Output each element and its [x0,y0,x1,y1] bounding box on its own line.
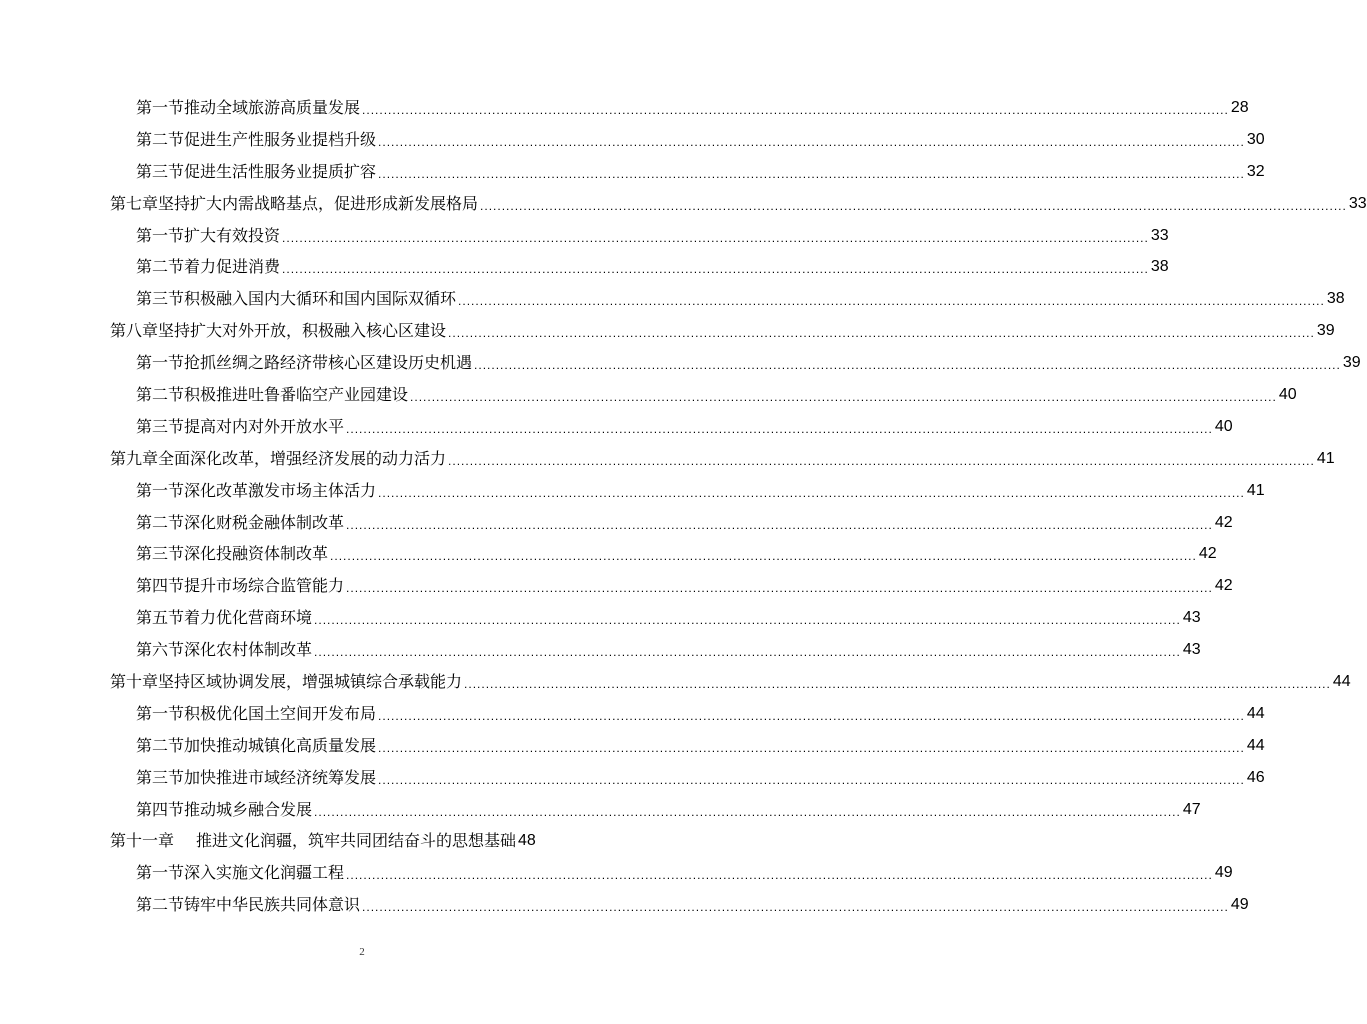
toc-section-entry[interactable] [0,475,1265,507]
toc-entry-number: 第四节 [136,799,185,819]
toc-section-entry[interactable] [0,251,1169,283]
toc-entry-title: 深化投融资体制改革 [184,544,329,564]
toc-entry-number: 第三节 [136,289,185,309]
toc-entry-line [136,156,1265,188]
toc-dot-leader: ........................................................................................................................................................................................................ [346,517,1213,532]
toc-dot-leader: ........................................................................................................................................................................................................ [346,581,1213,596]
toc-entry-number: 第二节 [136,257,185,277]
toc-entry-page: 33 [1348,194,1367,212]
toc-entry-title: 抢抓丝绸之路经济带核心区建设历史机遇 [184,353,473,373]
toc-entry-title: 坚持区域协调发展，增强城镇综合承载能力 [158,671,463,691]
toc-entry-title: 推动城乡融合发展 [184,799,313,819]
toc-entry-line [136,857,1233,889]
toc-dot-leader: ........................................................................................................................................................................................................ [448,453,1315,468]
toc-entry-page: 33 [1150,226,1169,244]
toc-dot-leader: ........................................................................................................................................................................................................ [474,358,1341,373]
toc-entry-page: 38 [1326,290,1345,308]
toc-section-entry[interactable] [0,92,1249,124]
toc-entry-title: 坚持扩大对外开放，积极融入核心区建设 [158,321,447,341]
table-of-contents [0,92,1367,921]
toc-section-entry[interactable] [0,124,1265,156]
toc-section-entry[interactable] [0,156,1265,188]
toc-entry-number: 第十章 [110,671,159,691]
toc-dot-leader: ........................................................................................................................................................................................................ [458,294,1325,309]
toc-section-entry[interactable] [0,762,1265,794]
toc-entry-title: 促进生产性服务业提档升级 [184,129,377,149]
toc-dot-leader: ........................................................................................................................................................................................................ [362,900,1229,915]
toc-entry-title: 加快推动城镇化高质量发展 [184,735,377,755]
toc-dot-leader: ........................................................................................................................................................................................................ [282,230,1149,245]
toc-entry-line [136,698,1265,730]
toc-entry-title: 推动全域旅游高质量发展 [184,97,361,117]
toc-dot-leader: ........................................................................................................................................................................................................ [314,804,1181,819]
toc-entry-line [136,570,1233,602]
toc-entry-number: 第九章 [110,448,159,468]
toc-entry-line [136,538,1217,570]
toc-entry-number: 第三节 [136,416,185,436]
toc-entry-title: 着力优化营商环境 [184,608,313,628]
toc-entry-line [136,602,1201,634]
toc-entry-page: 41 [1316,449,1335,467]
toc-entry-page: 42 [1198,545,1217,563]
toc-entry-page: 28 [1230,98,1249,116]
toc-entry-number: 第五节 [136,608,185,628]
toc-entry-line [110,666,1351,698]
toc-section-entry[interactable] [0,379,1297,411]
toc-entry-page: 39 [1342,354,1361,372]
toc-chapter-entry[interactable] [0,666,1351,698]
toc-entry-page: 41 [1246,481,1265,499]
toc-section-entry[interactable] [0,347,1361,379]
toc-entry-number: 第四节 [136,576,185,596]
toc-section-entry[interactable] [0,570,1233,602]
toc-entry-page: 44 [1246,736,1265,754]
toc-entry-title: 扩大有效投资 [184,225,281,245]
toc-entry-title: 全面深化改革，增强经济发展的动力活力 [158,448,447,468]
toc-section-entry[interactable] [0,283,1345,315]
toc-entry-title: 深化财税金融体制改革 [184,512,345,532]
toc-section-entry[interactable] [0,602,1201,634]
toc-entry-title: 深化改革激发市场主体活力 [184,480,377,500]
toc-dot-leader: ........................................................................................................................................................................................................ [378,772,1245,787]
toc-dot-leader: ........................................................................................................................................................................................................ [464,676,1331,691]
toc-section-entry[interactable] [0,538,1217,570]
toc-entry-page: 43 [1182,641,1201,659]
toc-entry-title: 坚持扩大内需战略基点，促进形成新发展格局 [158,193,479,213]
toc-entry-page: 47 [1182,800,1201,818]
toc-dot-leader: ........................................................................................................................................................................................................ [378,485,1245,500]
toc-chapter-entry[interactable] [0,443,1335,475]
toc-entry-number: 第三节 [136,767,185,787]
toc-entry-page: 40 [1214,417,1233,435]
toc-dot-leader: ........................................................................................................................................................................................................ [378,740,1245,755]
toc-entry-number: 第二节 [136,895,185,915]
toc-entry-line [136,634,1201,666]
toc-dot-leader: ........................................................................................................................................................................................................ [346,868,1213,883]
toc-entry-page: 48 [518,832,536,850]
toc-entry-number: 第六节 [136,640,185,660]
toc-dot-leader: ........................................................................................................................................................................................................ [480,198,1347,213]
toc-entry-page: 40 [1278,385,1297,403]
toc-entry-number: 第一节 [136,97,185,117]
toc-entry-line [136,507,1233,539]
page-number: 2 [359,946,365,958]
toc-entry-line [136,283,1345,315]
toc-entry-number: 第八章 [110,321,159,341]
toc-entry-number: 第一节 [136,353,185,373]
toc-entry-page: 46 [1246,768,1265,786]
toc-entry-page: 49 [1230,896,1249,914]
toc-dot-leader: ........................................................................................................................................................................................................ [282,262,1149,277]
toc-entry-line [136,730,1265,762]
toc-entry-number: 第二节 [136,512,185,532]
toc-entry-title: 提升市场综合监管能力 [184,576,345,596]
toc-dot-leader: ........................................................................................................................................................................................................ [346,421,1213,436]
toc-section-entry[interactable] [0,411,1233,443]
toc-section-entry[interactable] [0,730,1265,762]
toc-entry-title: 铸牢中华民族共同体意识 [184,895,361,915]
toc-entry-number: 第七章 [110,193,159,213]
toc-entry-line [136,475,1265,507]
toc-entry-line [110,443,1335,475]
toc-entry-line [136,794,1201,826]
toc-entry-line [136,92,1249,124]
toc-entry-page: 30 [1246,130,1265,148]
toc-section-entry[interactable] [0,507,1233,539]
toc-dot-leader: ........................................................................................................................................................................................................ [362,102,1229,117]
toc-dot-leader: ........................................................................................................................................................................................................ [448,326,1315,341]
toc-entry-line [110,188,1367,220]
toc-entry-page: 43 [1182,609,1201,627]
toc-dot-leader: ........................................................................................................................................................................................................ [330,549,1197,564]
toc-entry-title: 深化农村体制改革 [184,640,313,660]
toc-section-entry[interactable] [0,794,1201,826]
toc-entry-title: 加快推进市域经济统筹发展 [184,767,377,787]
toc-entry-number: 第二节 [136,735,185,755]
toc-entry-title: 深入实施文化润疆工程 [184,863,345,883]
toc-entry-line [136,220,1169,252]
toc-entry-page: 44 [1332,672,1351,690]
toc-entry-number: 第三节 [136,544,185,564]
toc-entry-page: 39 [1316,322,1335,340]
toc-dot-leader: ........................................................................................................................................................................................................ [378,166,1245,181]
toc-entry-page: 42 [1214,577,1233,595]
toc-section-entry[interactable] [0,634,1201,666]
toc-entry-line [136,379,1297,411]
toc-entry-line [136,251,1169,283]
toc-dot-leader: ........................................................................................................................................................................................................ [314,613,1181,628]
toc-entry-line [136,124,1265,156]
toc-dot-leader: ........................................................................................................................................................................................................ [378,708,1245,723]
toc-entry-page: 44 [1246,704,1265,722]
toc-entry-number: 第三节 [136,161,185,181]
toc-section-entry[interactable] [0,857,1233,889]
toc-dot-leader: ........................................................................................................................................................................................................ [410,389,1277,404]
toc-entry-line [136,889,1249,921]
toc-entry-number: 第一节 [136,703,185,723]
toc-entry-line [136,411,1233,443]
toc-entry-title: 积极优化国土空间开发布局 [184,703,377,723]
toc-entry-title: 提高对内对外开放水平 [184,416,345,436]
toc-dot-leader: ........................................................................................................................................................................................................ [314,645,1181,660]
toc-chapter-entry[interactable] [0,315,1335,347]
toc-entry-title: 推进文化润疆，筑牢共同团结奋斗的思想基础 [196,831,517,851]
toc-entry-number: 第二节 [136,384,185,404]
toc-entry-title: 促进生活性服务业提质扩容 [184,161,377,181]
toc-entry-number: 第一节 [136,225,185,245]
toc-section-entry[interactable] [0,889,1249,921]
toc-section-entry[interactable] [0,698,1265,730]
toc-entry-line [110,825,614,857]
toc-entry-number: 第一节 [136,480,185,500]
toc-section-entry[interactable] [0,220,1169,252]
toc-entry-title: 着力促进消费 [184,257,281,277]
toc-entry-line [110,315,1335,347]
toc-chapter-entry[interactable] [0,825,724,857]
toc-entry-line [136,347,1361,379]
toc-entry-number: 第十一章 [110,831,175,851]
toc-entry-page: 32 [1246,162,1265,180]
toc-entry-title: 积极融入国内大循环和国内国际双循环 [184,289,457,309]
toc-entry-page: 38 [1150,258,1169,276]
toc-entry-page: 49 [1214,864,1233,882]
toc-entry-page: 42 [1214,513,1233,531]
toc-entry-number: 第一节 [136,863,185,883]
toc-chapter-entry[interactable] [0,188,1367,220]
toc-entry-title: 积极推进吐鲁番临空产业园建设 [184,384,409,404]
toc-dot-leader: ........................................................................................................................................................................................................ [378,134,1245,149]
toc-entry-number: 第二节 [136,129,185,149]
toc-entry-line [136,762,1265,794]
